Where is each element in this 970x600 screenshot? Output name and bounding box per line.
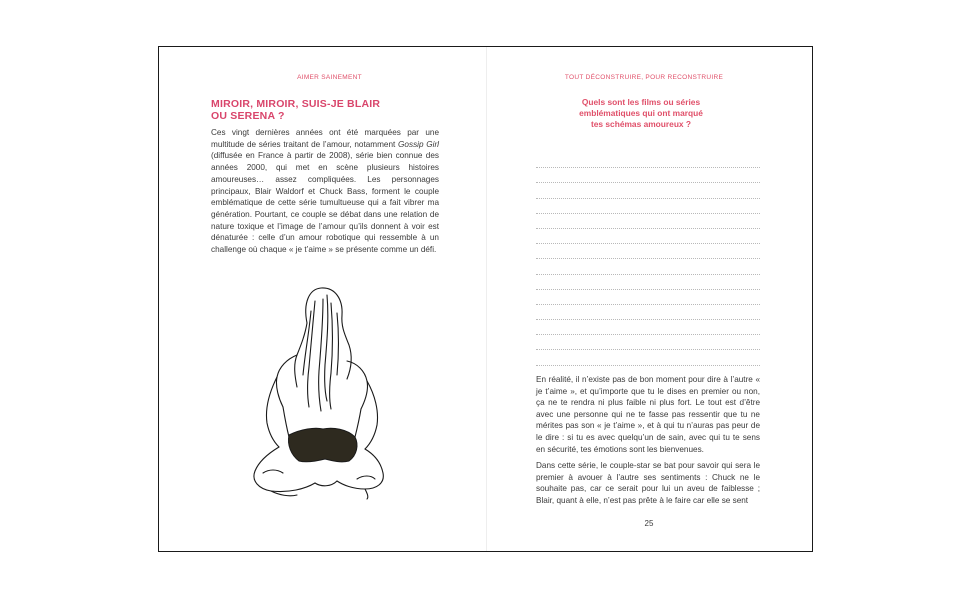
chapter-title-line2: OU SERENA ? bbox=[211, 110, 285, 122]
write-line bbox=[536, 275, 760, 290]
running-head-left: AIMER SAINEMENT bbox=[297, 74, 362, 81]
left-page bbox=[159, 47, 486, 551]
write-line bbox=[536, 350, 760, 365]
write-line bbox=[536, 214, 760, 229]
question-line2: emblématiques qui ont marqué bbox=[579, 108, 703, 118]
right-page bbox=[486, 47, 812, 551]
write-line bbox=[536, 259, 760, 274]
chapter-title bbox=[211, 98, 411, 122]
write-line bbox=[536, 153, 760, 168]
right-paragraph-1: En réalité, il n’existe pas de bon moment pour dire à l’autre « je t’aime », et qu’importe que tu le dises en premier ou non, ça ne te rendra ni plus faible ni plus fort. Le tout est d’être avec une personne qui ne te fasse pas ressentir que tu ne mérites pas son « je t’aime », et à qui tu n’auras pas peur de le dire : si tu es avec quelqu’un de sain, avec qui tu te sens en sécurité, tes émotions sont les bienvenues. bbox=[536, 375, 760, 454]
write-line bbox=[536, 290, 760, 305]
write-line bbox=[536, 199, 760, 214]
chapter-title-line1: MIROIR, MIROIR, SUIS-JE BLAIR bbox=[211, 98, 381, 110]
seated-woman-illustration bbox=[249, 283, 389, 501]
question-line3: tes schémas amoureux ? bbox=[590, 119, 692, 129]
write-line bbox=[536, 244, 760, 259]
left-body-part1: Ces vingt dernières années ont été marquées par une multitude de séries traitant de l’amour, notamment bbox=[211, 128, 439, 149]
reflection-question bbox=[526, 97, 756, 130]
book-spread bbox=[158, 46, 813, 552]
right-paragraph-2: Dans cette série, le couple-star se bat pour savoir qui sera le premier à avouer à l’autre ses sentiments : Chuck ne le souhaite pas, car ce serait pour lui un aveu de faiblesse ; Blair, quant à elle, n’est pas prête à le faire car elle se sent bbox=[536, 461, 760, 505]
write-line bbox=[536, 320, 760, 335]
write-line bbox=[536, 168, 760, 183]
left-body-text bbox=[211, 127, 439, 256]
left-paragraph bbox=[211, 127, 439, 256]
question-line1: Quels sont les films ou séries bbox=[581, 97, 701, 107]
series-title: Gossip Girl bbox=[398, 139, 439, 149]
write-line bbox=[536, 335, 760, 350]
page-number: 25 bbox=[644, 519, 654, 528]
right-body-text bbox=[536, 374, 760, 512]
answer-write-lines bbox=[536, 153, 760, 366]
write-line bbox=[536, 229, 760, 244]
left-body-part2: (diffusée en France à partir de 2008), série bien connue des années 2000, qui met en scène plusieurs histoires amoureuses… assez compliquées. Les personnages principaux, Blair Waldorf et Chuck Bass, forment le couple emblématique de cette série tumultueuse qui a fait vibrer ma génération. Pourtant, ce couple se débat dans une relation de nature toxique et l’image de l’amour qu’ils donnent à voir est dénaturée : celle d’un amour robotique qui ressemble à un challenge où chaque « je t’aime » se présente comme un défi. bbox=[211, 151, 439, 255]
write-line bbox=[536, 305, 760, 320]
write-line bbox=[536, 183, 760, 198]
running-head-right: TOUT DÉCONSTRUIRE, POUR RECONSTRUIRE bbox=[564, 74, 724, 81]
